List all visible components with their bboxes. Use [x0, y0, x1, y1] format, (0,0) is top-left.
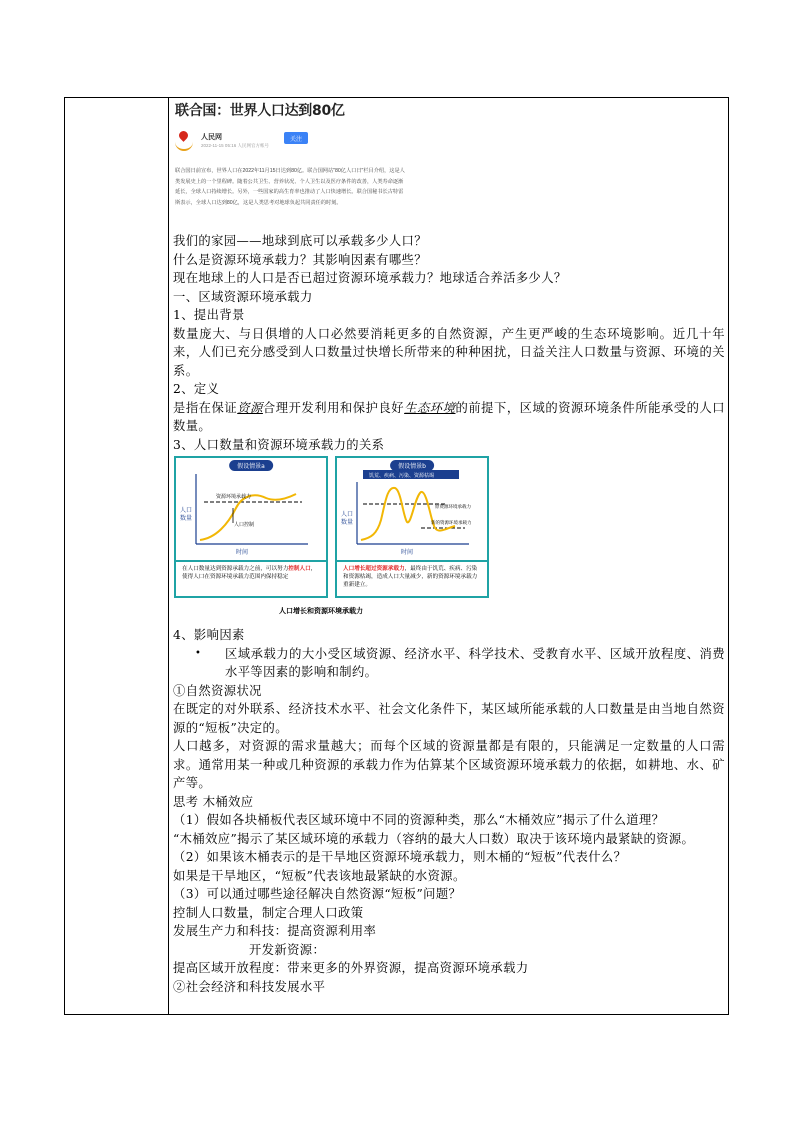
scenario-a-xlabel: 时间: [236, 549, 249, 556]
think-a3d: 提高区域开放程度：带来更多的外界资源，提高资源环境承载力: [173, 961, 529, 975]
content-column: [173, 98, 725, 1014]
factors-bullet: • 区域承载力的大小受区域资源、经济水平、科学技术、受教育水平、区域开放程度、消费水平等因素的影响和制约。: [173, 645, 725, 682]
page-table: [64, 97, 729, 1015]
heading-factors: 4、影响因素: [173, 628, 245, 642]
think-q1: （1）假如各块桶板代表区域环境中不同的资源种类，那么“木桶效应”揭示了什么道理？: [173, 813, 665, 827]
left-column: [65, 98, 169, 1014]
factor-natural-resources: ①自然资源状况: [173, 683, 262, 698]
scenario-a-graph: [176, 468, 326, 560]
factor-socioeconomic: ②社会经济和科技发展水平: [173, 979, 326, 994]
think-a3a: 控制人口数量，制定合理人口政策: [173, 905, 364, 920]
scenario-b-xlabel: 时间: [401, 549, 414, 556]
figure-row: [173, 456, 725, 626]
scenario-b-box-label: 饥荒、疾病、污染、资源枯竭: [369, 473, 435, 479]
scenario-a-line-label: 资源环境承载力: [216, 494, 252, 500]
think-q2: （2）如果该木桶表示的是干旱地区资源环境承载力，则木桶的“短板”代表什么？: [173, 850, 627, 864]
heading-definition: 2、定义: [173, 382, 220, 396]
question-1: 我们的家园——地球到底可以承载多少人口？: [173, 234, 427, 248]
figure-scenario-a: [174, 456, 328, 598]
figure-scenario-b: [335, 456, 489, 598]
news-date: 2022-11-15 05:16 人民网官方帐号: [201, 143, 269, 148]
heading-relationship: 3、人口数量和资源环境承载力的关系: [173, 437, 385, 452]
scenario-a-ylabel-2: 数量: [180, 515, 193, 522]
scenario-a-ylabel-1: 人口: [180, 507, 193, 514]
follow-button[interactable]: 关注: [284, 132, 308, 144]
bullet-dot-icon: •: [195, 647, 202, 659]
think-a3c: 开发新资源：: [249, 942, 326, 957]
figure-title: 人口增长和资源环境承载力: [279, 607, 363, 615]
scenario-b-line2-label: 新的资源环境承载力: [431, 521, 472, 526]
news-body: 联合国日前宣布，世界人口在2022年11月15日达到80亿。联合国网站"80亿人口日"栏目介绍，这是人类发展史上的一个里程碑。随着公共卫生、营养状况、个人卫生以及医疗条件的改善，人类寿命逐渐延长，全球人口持续增长。另外，一些国家的高生育率也推动了人口快速增长。联合国秘书长古特雷斯表示，全球人口达到80亿，这是人类思考对地球负起共同责任的时刻。: [175, 168, 405, 206]
scenario-b-ylabel-1: 人口: [341, 511, 354, 518]
question-2: 什么是资源环境承载力？其影响因素有哪些？: [173, 252, 427, 267]
definition-paragraph: 是指在保证资源合理开发利用和保护良好生态环境的前提下，区域的资源环境条件所能承受的人口数量。: [173, 400, 725, 433]
heading-background: 1、提出背景: [173, 308, 245, 322]
think-a2: 如果是干旱地区，“短板”代表该地最紧缺的水资源。: [173, 868, 466, 883]
scenario-b-ylabel-2: 数量: [341, 519, 354, 526]
news-screenshot: [175, 100, 405, 232]
news-title: 联合国：世界人口达到80亿: [175, 103, 345, 119]
scenario-a-tag: 假设情景a: [229, 460, 273, 471]
think-heading: 思考 木桶效应: [173, 794, 254, 809]
natural-resources-p1: 在既定的对外联系、经济技术水平、社会文化条件下，某区域所能承载的人口数量是由当地自然资源的“短板”决定的。: [173, 702, 725, 735]
think-a1: “木桶效应”揭示了某区域环境的承载力（容纳的最大人口数）取决于该环境内最紧缺的资源。: [173, 831, 695, 846]
people-daily-logo-icon: [175, 131, 195, 151]
scenario-b-graph: [337, 468, 487, 560]
scenario-a-caption: 在人口数量达到资源承载力之前，可以努力控制人口，使得人口在资源环境承载力范围内保持稳定: [176, 560, 326, 596]
scenario-b-caption: 人口增长超过资源承载力，最终由于饥荒、疾病、污染和资源枯竭，造成人口大量减少，新的资源环境承载力重新建立。: [337, 560, 487, 596]
think-a3b: 发展生产力和科技：提高资源利用率: [173, 924, 377, 938]
section-heading: 一、区域资源环境承载力: [173, 289, 313, 304]
natural-resources-p2: 人口越多，对资源的需求量越大；而每个区域的资源量都是有限的，只能满足一定数量的人口需求。通常用某一种或几种资源的承载力作为估算某个区域资源环境承载力的依据，如耕地、水、矿产等。: [173, 739, 725, 790]
question-3: 现在地球上的人口是否已超过资源环境承载力？地球适合养活多少人？: [173, 271, 567, 285]
scenario-b-line1-label: 原资源环境承载力: [435, 505, 471, 510]
scenario-b-tag: 假设情景b: [390, 460, 434, 471]
think-q3: （3）可以通过哪些途径解决自然资源“短板”问题？: [173, 887, 462, 901]
background-paragraph: 数量庞大、与日俱增的人口必然要消耗更多的自然资源，产生更严峻的生态环境影响。近几十年来，人们已充分感受到人口数量过快增长所带来的种种困扰，日益关注人口数量与资源、环境的关系。: [173, 326, 725, 378]
news-source: 人民网: [201, 134, 222, 141]
scenario-a-curve-label: 人口控制: [234, 522, 255, 528]
